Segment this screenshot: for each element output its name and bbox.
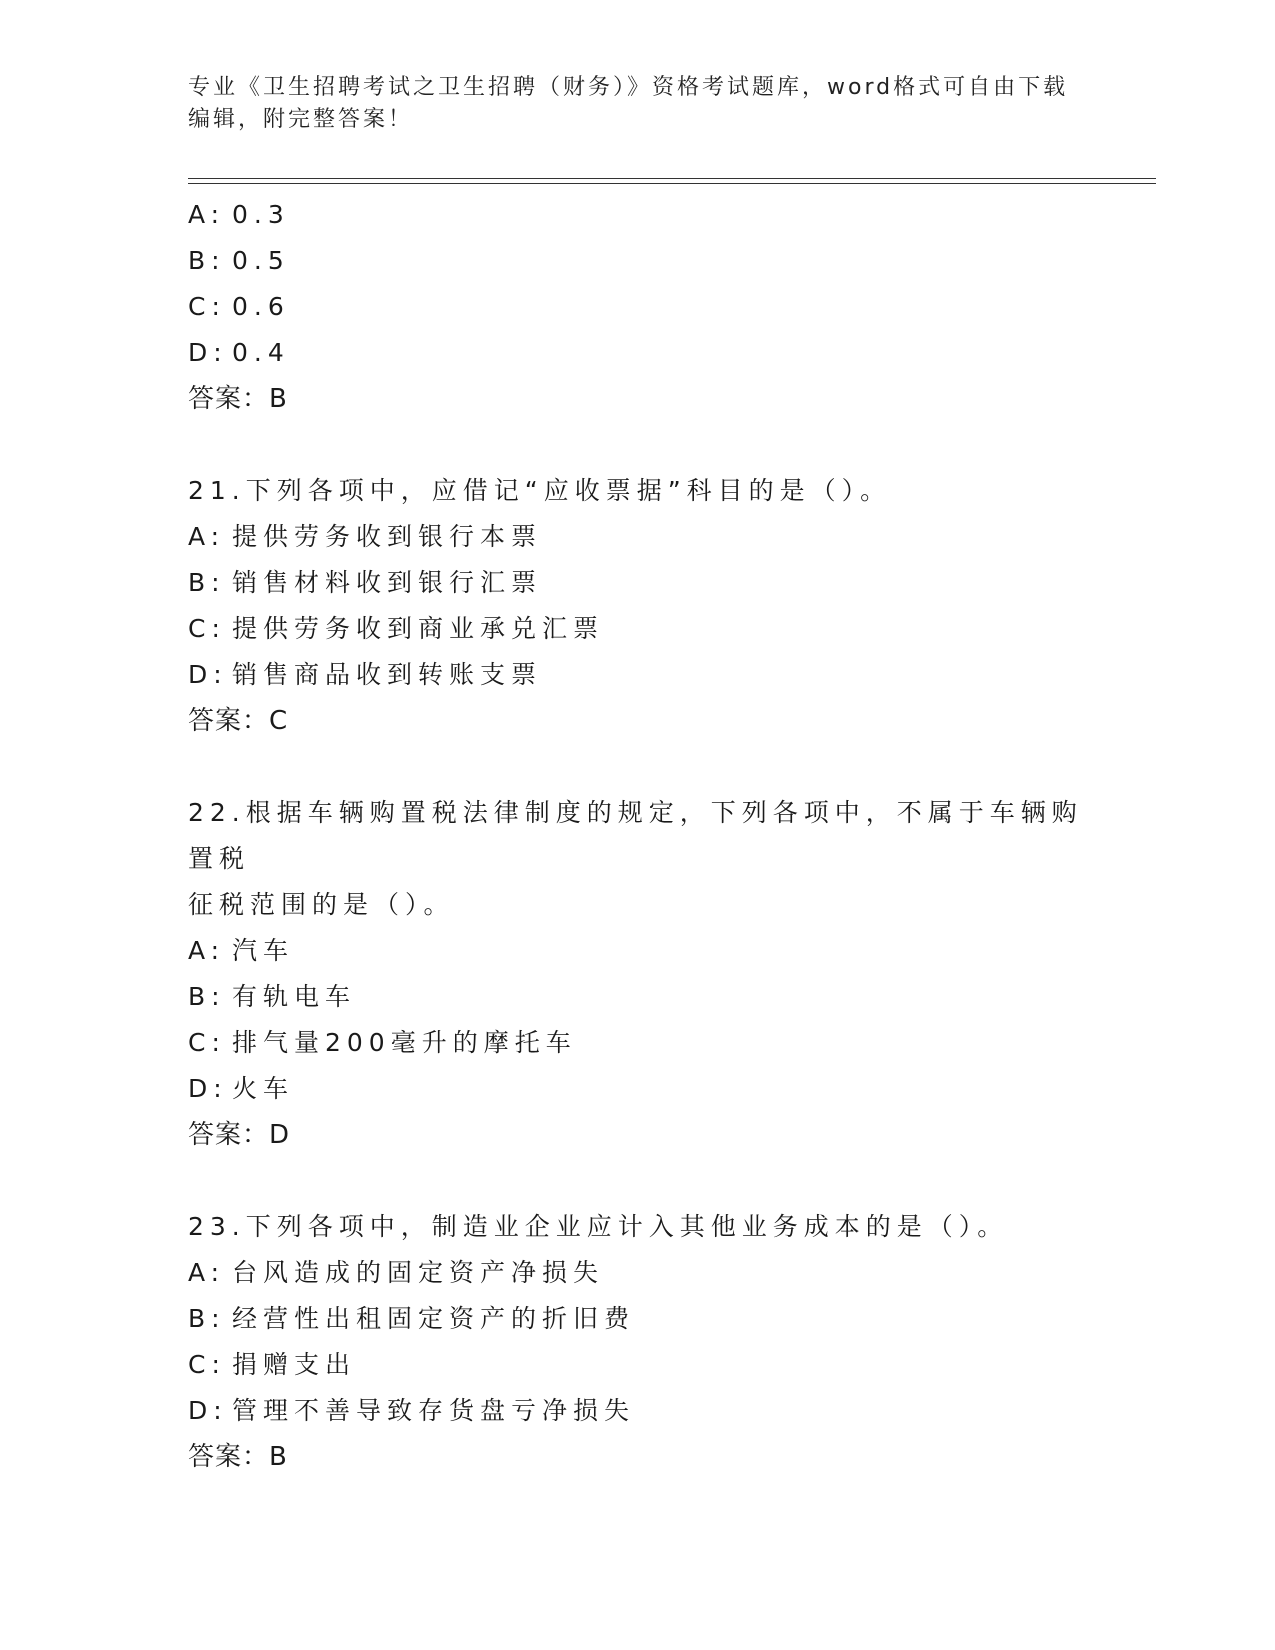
option-b: B: 销售材料收到银行汇票 (188, 568, 543, 597)
question-stem: 23.下列各项中，制造业企业应计入其他业务成本的是（）。 (188, 1212, 1009, 1241)
answer: 答案：B (188, 1442, 288, 1472)
option-d: D: 销售商品收到转账支票 (188, 660, 543, 689)
option-a: A: 提供劳务收到银行本票 (188, 522, 543, 551)
question-stem-line-2: 征税范围的是（）。 (188, 890, 455, 919)
question-21 (188, 468, 1156, 744)
question-list (188, 192, 1156, 1480)
option-d: D: 0.4 (188, 338, 290, 367)
option-c: C: 提供劳务收到商业承兑汇票 (188, 614, 605, 643)
answer: 答案：B (188, 384, 288, 414)
question-stem: 21.下列各项中，应借记“应收票据”科目的是（）。 (188, 476, 892, 505)
header-double-rule (188, 178, 1156, 184)
option-c: C: 捐赠支出 (188, 1350, 357, 1379)
header-line-2: 编辑，附完整答案！ (188, 107, 414, 132)
question-23 (188, 1204, 1156, 1480)
option-a: A: 台风造成的固定资产净损失 (188, 1258, 605, 1287)
question-stem (188, 790, 1088, 928)
document-header (188, 72, 1088, 136)
answer: 答案：C (188, 706, 289, 736)
option-a: A: 汽车 (188, 936, 295, 965)
option-b: B: 0.5 (188, 246, 290, 275)
option-d: D: 火车 (188, 1074, 295, 1103)
option-b: B: 有轨电车 (188, 982, 357, 1011)
question-20 (188, 192, 1156, 422)
option-d: D: 管理不善导致存货盘亏净损失 (188, 1396, 636, 1425)
option-b: B: 经营性出租固定资产的折旧费 (188, 1304, 636, 1333)
option-c: C: 排气量200毫升的摩托车 (188, 1028, 577, 1057)
question-22 (188, 790, 1156, 1158)
option-a: A: 0.3 (188, 200, 290, 229)
option-c: C: 0.6 (188, 292, 290, 321)
question-stem-line-1: 22.根据车辆购置税法律制度的规定，下列各项中，不属于车辆购置税 (188, 798, 1083, 873)
answer: 答案：D (188, 1120, 291, 1150)
header-line-1: 专业《卫生招聘考试之卫生招聘（财务）》资格考试题库，word格式可自由下载 (188, 75, 1069, 100)
